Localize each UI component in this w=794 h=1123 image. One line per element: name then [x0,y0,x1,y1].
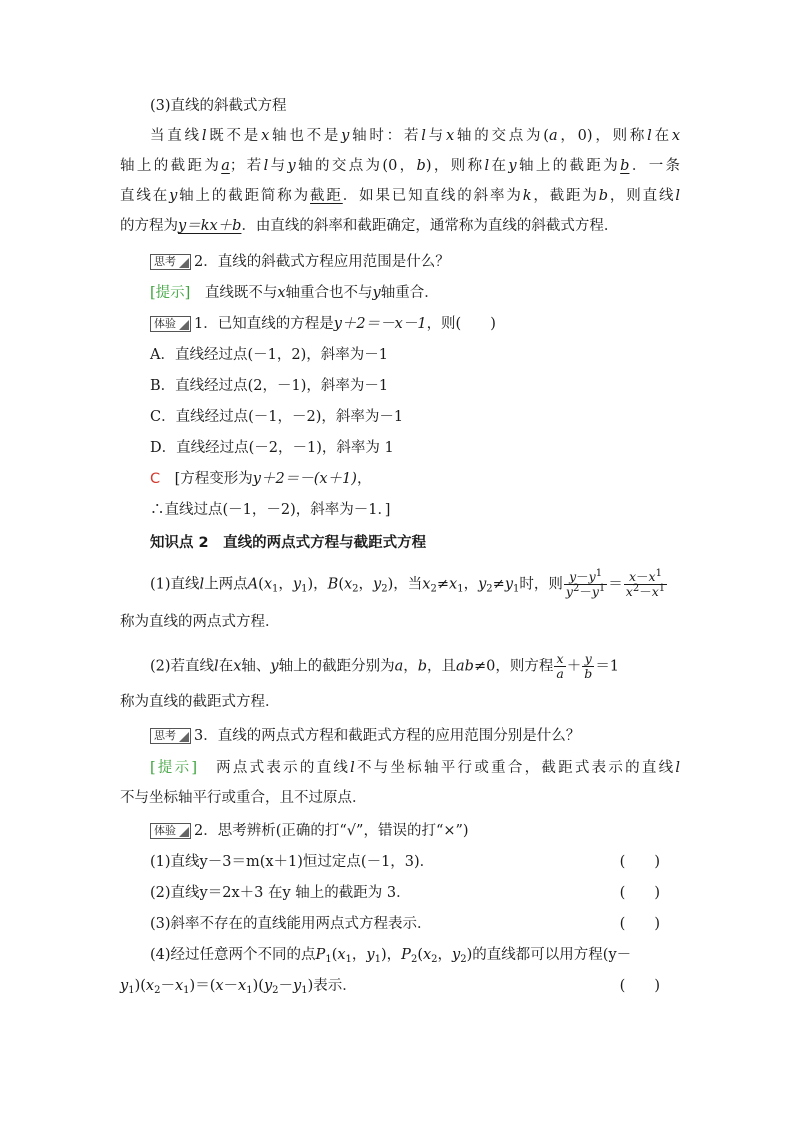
two-point-form: (1)直线l上两点$A(x_1$，$y_1$)，$B(x_2$，$y_2$)，当$x_2\ne x_1$，$y_2\ne y_1$时，则 $\frac{y-y^1}{y^2-y^1}$ ＝ $\frac{x-x^1}{x^2-x^1}$ [150,568,666,599]
answer-blank[interactable]: ( ) [619,885,660,901]
solution-line: C [方程变形为y＋2＝－(x＋1)， [150,471,372,487]
solution-line: ∴直线过点(－1，－2)，斜率为－1．] [150,502,391,518]
judge-statement: $y_1)(x_2-x_1)=(x-x_1)(y_2-y_1)$表示． ( ) [120,978,660,996]
think-question: 思考 2．直线的斜截式方程应用范围是什么？ [150,252,710,272]
fraction: $\frac{y-y^1}{y^2-y^1}$ [565,568,606,599]
hint-label: [提示] [150,760,198,776]
option-c: C．直线经过点(－1，－2)，斜率为－1 [150,409,404,425]
think-tag: 思考 [150,254,191,270]
paragraph-line: 当直线l既不是x轴也不是y轴时：若l与x轴的交点为(a，0)，则称l在x [150,128,681,144]
hint-answer: [提示] 两点式表示的直线l不与坐标轴平行或重合，截距式表示的直线l [150,760,681,776]
experience-tag: 体验 [150,823,191,839]
fraction: $\frac{y}{b}$ [584,651,593,681]
answer-blank[interactable]: ( ) [619,916,660,932]
section-title: (3)直线的斜截式方程 [150,98,287,114]
option-d: D．直线经过点(－2，－1)，斜率为 1 [150,440,394,456]
paragraph-line: 称为直线的两点式方程． [120,614,280,630]
hint-answer: [提示] 直线既不与x轴重合也不与y轴重合． [150,285,439,301]
answer-blank[interactable]: ( ) [619,854,660,870]
knowledge-point-heading: 知识点 2 直线的两点式方程与截距式方程 [150,535,427,551]
think-question: 思考 3．直线的两点式方程和截距式方程的应用范围分别是什么？ [150,726,710,746]
judge-statement: (2)直线y＝2x＋3 在y 轴上的截距为 3． ( ) [150,885,660,901]
option-a: A．直线经过点(－1，2)，斜率为－1 [150,347,388,363]
experience-tag: 体验 [150,316,191,332]
judge-statement: (4)经过任意两个不同的点$P_1(x_1$，$y_1$)，$P_2(x_2$，$y_2$)的直线都可以用方程(y－ [150,947,632,965]
answer-letter: C [150,471,161,487]
paragraph-line: 轴上的截距为a；若l与y轴的交点为(0，b)，则称l在y轴上的截距为b．一条 [120,158,681,174]
judge-statement: (3)斜率不存在的直线能用两点式方程表示． ( ) [150,916,660,932]
answer-blank[interactable]: ( ) [619,978,660,994]
exercise-question: 体验 1．已知直线的方程是y＋2＝－x－1，则( ) [150,314,710,334]
paragraph-line: 称为直线的截距式方程． [120,694,280,710]
option-b: B．直线经过点(2，－1)，斜率为－1 [150,378,389,394]
think-tag: 思考 [150,728,191,744]
hint-label: [提示] [150,285,191,301]
exercise-question: 体验 2．思考辨析(正确的打“√”，错误的打“×”) [150,821,710,841]
paragraph-line: 的方程为y＝kx＋b．由直线的斜率和截距确定，通常称为直线的斜截式方程． [120,218,619,234]
paragraph-line: 直线在y轴上的截距简称为截距．如果已知直线的斜率为k，截距为b，则直线l [120,188,681,204]
fraction: $\frac{x}{a}$ [556,651,564,681]
intercept-form: (2)若直线l在x轴、y轴上的截距分别为a，b，且ab≠0，则方程 $\frac{x}{a}$ ＋ $\frac{y}{b}$ ＝1 [150,651,620,681]
paragraph-line: 不与坐标轴平行或重合，且不过原点． [120,790,367,806]
judge-statement: (1)直线y－3＝m(x＋1)恒过定点(－1，3)． ( ) [150,854,660,870]
fraction: $\frac{x-x^1}{x^2-x^1}$ [625,568,666,599]
